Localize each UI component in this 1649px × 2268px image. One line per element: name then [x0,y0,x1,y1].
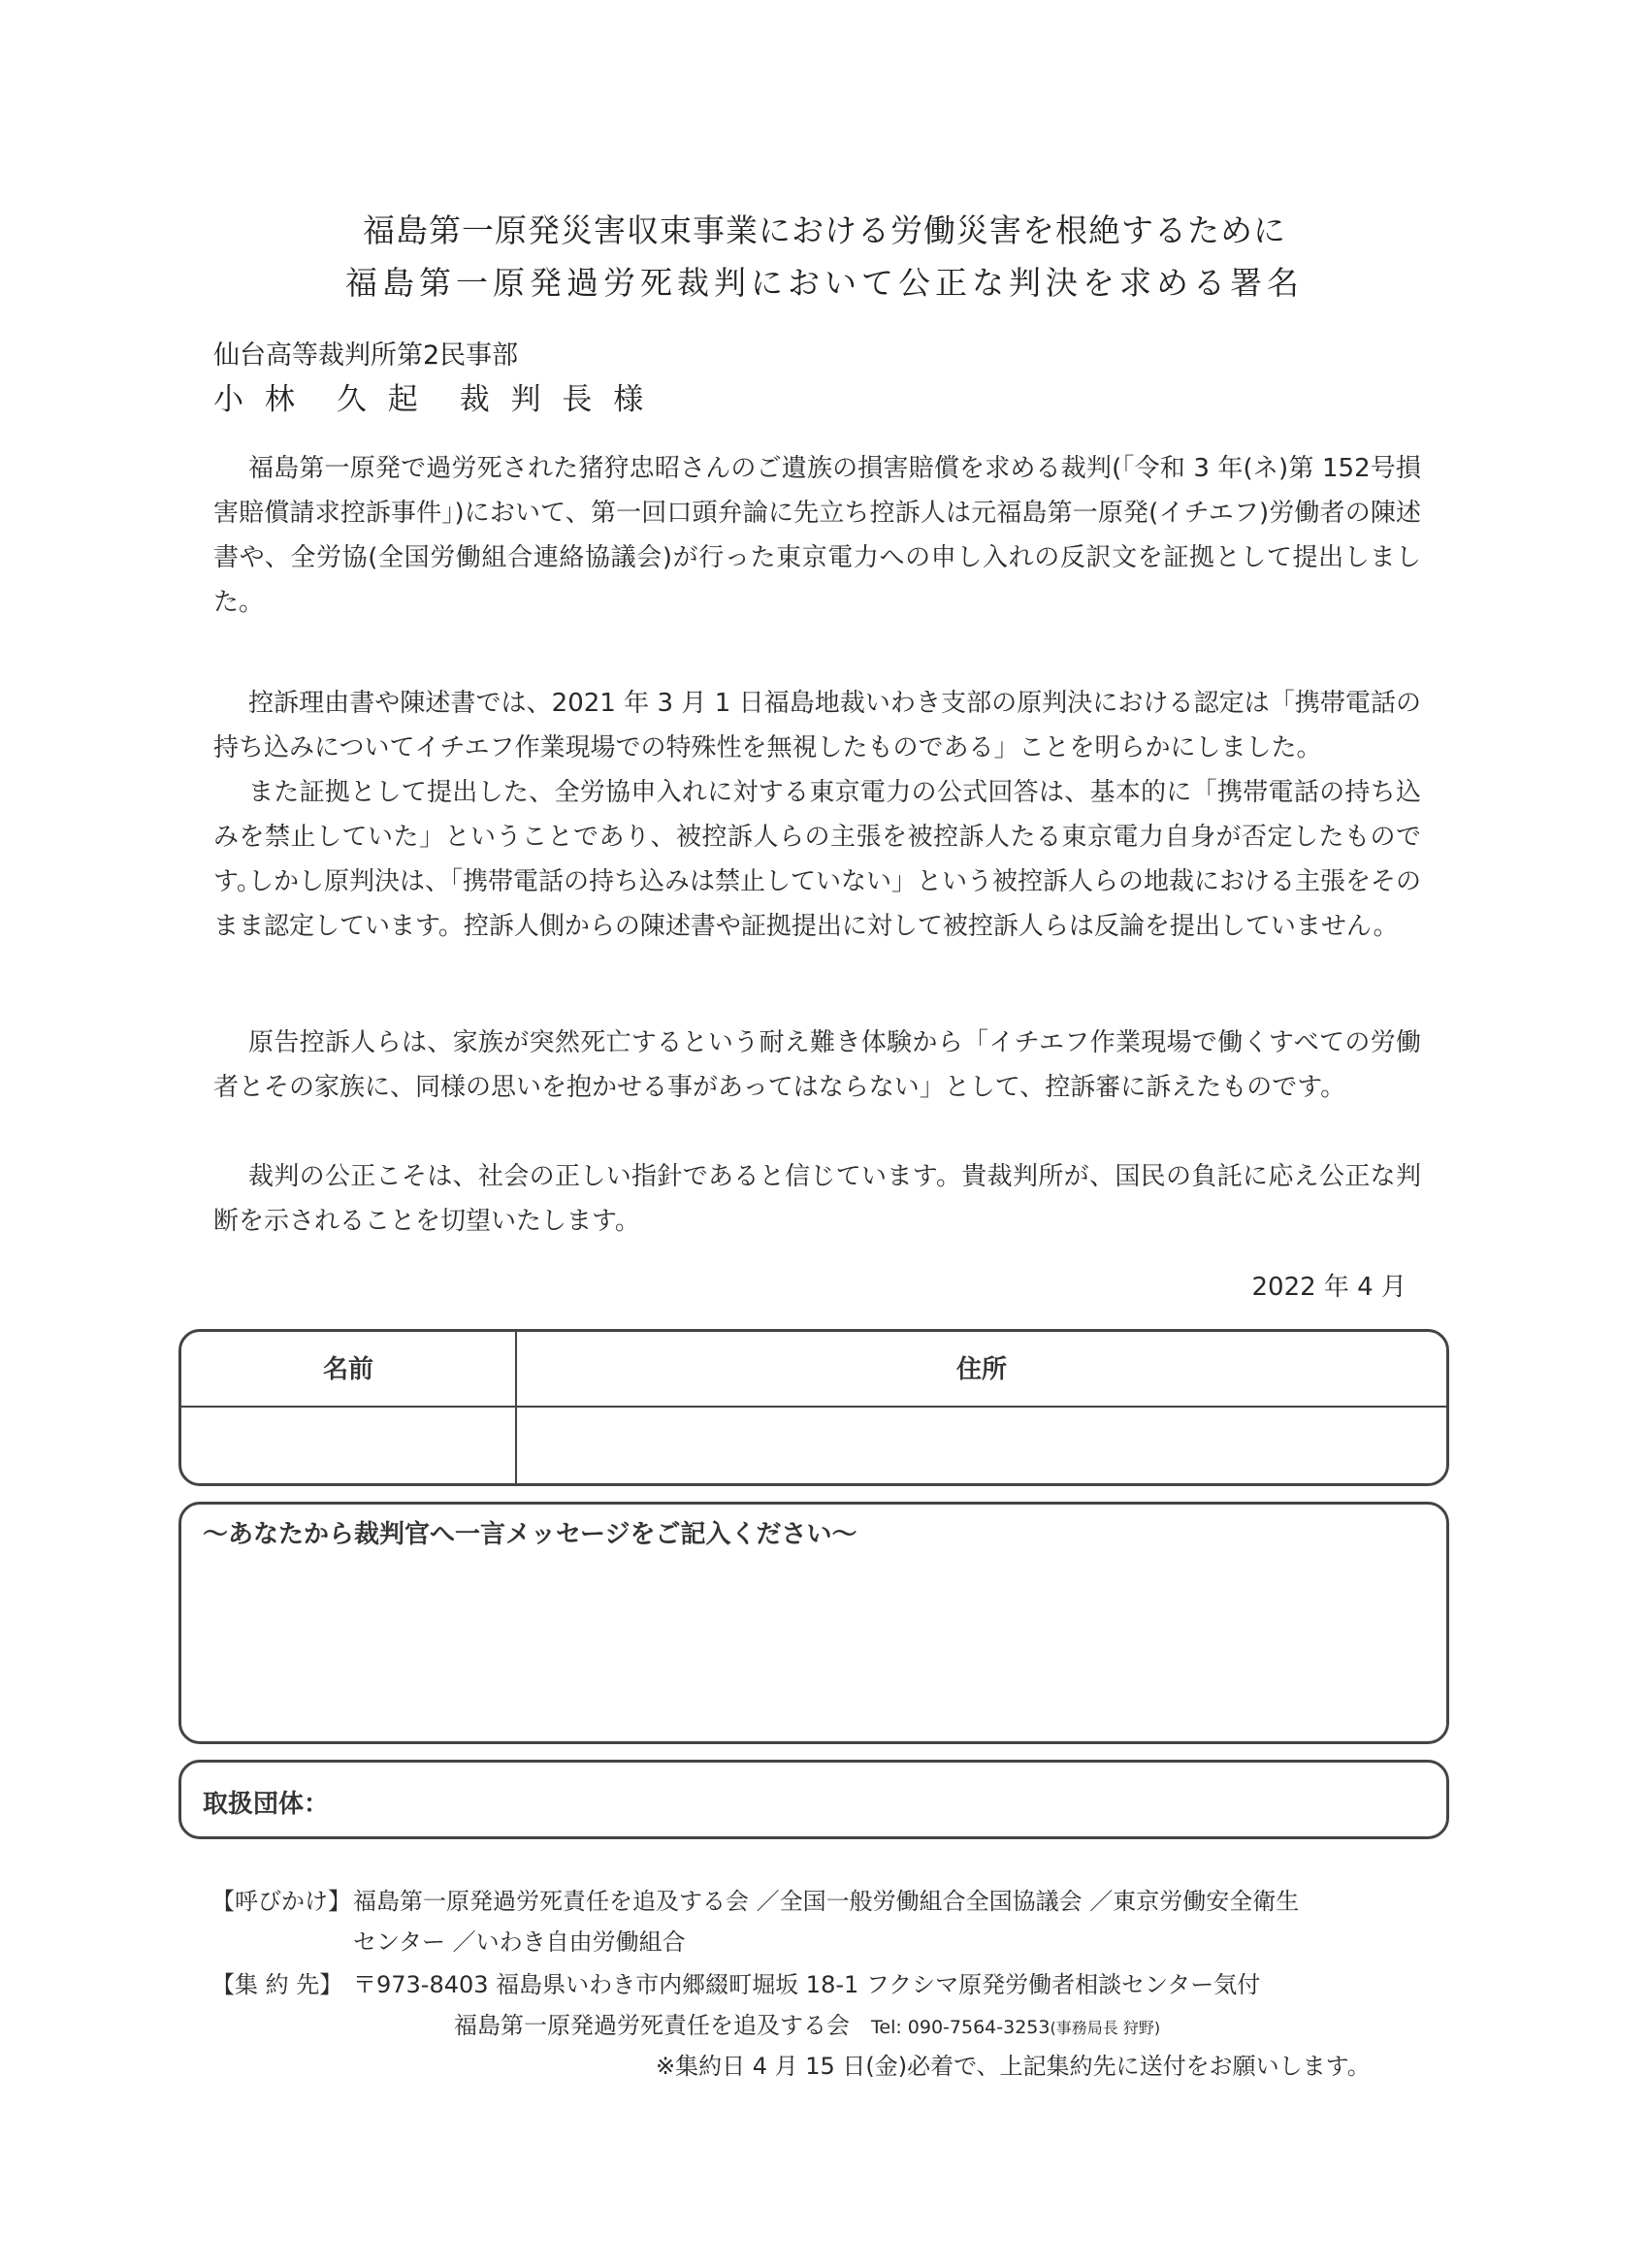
collect-address: 〒973-8403 福島県いわき市内郷綴町堀坂 18-1 フクシマ原発労働者相談センター気付 [353,1971,1261,1998]
body-paragraph-2: 控訴理由書や陳述書では、2021 年 3 月 1 日福島地裁いわき支部の原判決における認定は「携帯電話の持ち込みについてイチエフ作業現場での特殊性を無視したものである」ことを明らかにしました。 [213,689,1421,762]
body-paragraph-1: 福島第一原発で過労死された猪狩忠昭さんのご遺族の損害賠償を求める裁判(「令和 3 年(ネ)第 152号損害賠償請求控訴事件」)において、第一回口頭弁論に先立ち控訴人は元福島第一原発(イチエフ)労働者の陳述書や、全労協(全国労働組合連絡協議会)が行った東京電力への申し入れの反訳文を証拠として提出しました。 [213,454,1421,617]
body-paragraph-6: 裁判の公正こそは、社会の正しい指針であると信じています。貴裁判所が、国民の負託に応え公正な判断を示されることを切望いたします。 [213,1162,1421,1236]
body-paragraph-5: 原告控訴人らは、家族が突然死亡するという耐え難き体験から「イチエフ作業現場で働くすべての労働者とその家族に、同様の思いを抱かせる事があってはならない」として、控訴審に訴えたものです。 [213,1028,1421,1102]
signature-table [178,1329,1449,1486]
collect-tel: Tel: 090-7564-3253 [871,2017,1051,2038]
organization-box[interactable] [178,1760,1449,1839]
footer-collect [211,1965,1260,1999]
organization-label: 取扱団体： [203,1790,330,1819]
collect-tel-note: (事務局長 狩野) [1050,2019,1161,2037]
address-column-header: 住所 [955,1355,1007,1384]
page-title-line1: 福島第一原発災害収束事業における労働災害を根絶するために [363,211,1286,249]
footer-collect-org [454,2006,1160,2040]
collect-org: 福島第一原発過労死責任を追及する会 [454,2012,850,2039]
message-label: ～あなたから裁判官へ一言メッセージをご記入ください～ [203,1520,857,1549]
addressee-court: 仙台高等裁判所第2民事部 [213,340,519,371]
page-title-line2: 福島第一原発過労死裁判において公正な判決を求める署名 [345,264,1304,302]
callers-label: 【呼びかけ】 [211,1888,351,1915]
name-field[interactable] [181,1408,515,1483]
callers-line2: センター ／いわき自由労働組合 [353,1928,686,1956]
body-paragraph-3: また証拠として提出した、全労協申入れに対する東京電力の公式回答は、基本的に「携帯電話の持ち込みを禁止していた」ということであり、被控訴人らの主張を被控訴人たる東京電力自身が否定したものです。 [213,778,1421,896]
deadline-note: ※集約日 4 月 15 日(金)必着で、上記集約先に送付をお願いします。 [656,2053,1371,2080]
address-field[interactable] [517,1408,1446,1483]
collect-label: 【集 約 先】 [211,1971,343,1998]
name-column-header: 名前 [322,1355,373,1384]
body-paragraph-4: しかし原判決は、「携帯電話の持ち込みは禁止していない」という被控訴人らの地裁における主張をそのまま認定しています。控訴人側からの陳述書や証拠提出に対して被控訴人らは反論を提出していません。 [213,867,1422,941]
callers-line1: 福島第一原発過労死責任を追及する会 ／全国一般労働組合全国協議会 ／東京労働安全衛生 [353,1888,1300,1915]
addressee-judge: 小 林 久 起 裁 判 長 様 [213,382,650,417]
footer-callers [211,1882,1299,1916]
message-box[interactable] [178,1502,1449,1744]
document-date: 2022 年 4 月 [1251,1273,1406,1302]
